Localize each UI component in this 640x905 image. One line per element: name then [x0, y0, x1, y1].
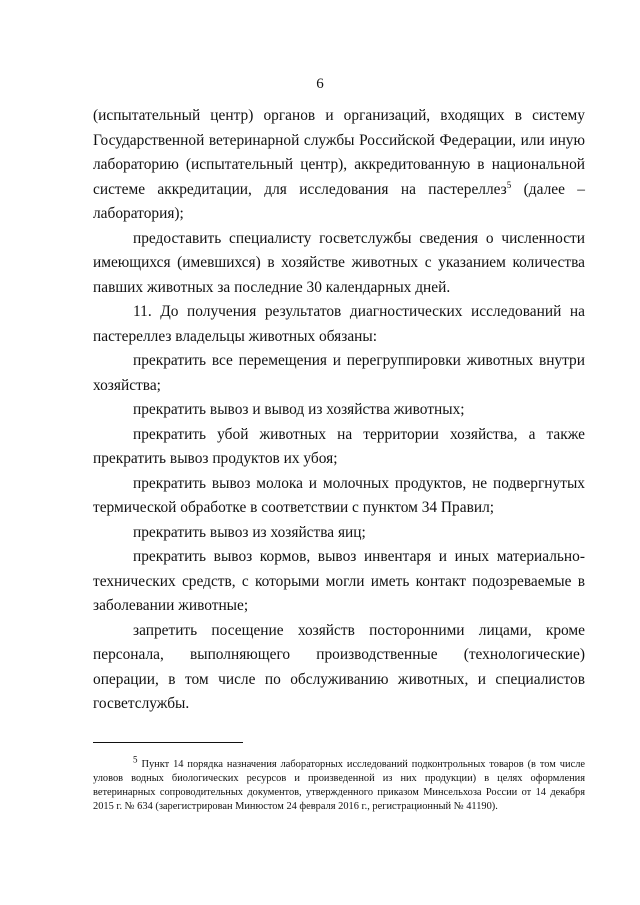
paragraph: прекратить вывоз и вывод из хозяйства животных;	[133, 401, 465, 418]
footnote-divider	[93, 742, 243, 743]
footnote-paragraph	[93, 754, 585, 814]
paragraph: прекратить все перемещения и перегруппировки животных внутри хозяйства;	[93, 352, 585, 394]
footnote-text: Пункт 14 порядка назначения лабораторных исследований подконтрольных товаров (в том числе уловов водных биологических ресурсов и произведенной из них продукции) в целях оформления ветеринарных сопроводительных документов, утвержденного приказом Минсельхоза России от 14 декабря 2015 г. № 634 (зарегистрирован Минюстом 24 февраля 2016 г., регистрационный № 41190).	[93, 759, 585, 812]
paragraph-text: (испытательный центр) органов и организаций, входящих в систему Государственной ветеринарной службы Российской Федерации, или иную лабораторию (испытательный центр), аккредитованную в национальной системе аккредитации, для исследования на пастереллез	[93, 107, 585, 198]
footnote-reference: 5	[506, 179, 512, 190]
paragraph-item-11: 11. До получения результатов диагностических исследований на пастереллез владельцы животных обязаны:	[93, 303, 585, 345]
footnote-mark: 5	[133, 754, 138, 765]
paragraph: прекратить вывоз из хозяйства яиц;	[133, 523, 366, 541]
footnote	[93, 754, 585, 814]
paragraph-text-tail: (далее – лаборатория);	[93, 180, 585, 222]
document-body	[93, 104, 585, 717]
paragraph: прекратить вывоз молока и молочных продуктов, не подвергнутых термической обработке в соответствии с пунктом 34 Правил;	[93, 474, 585, 516]
paragraph: прекратить вывоз кормов, вывоз инвентаря и иных материально-технических средств, с которыми могли иметь контакт подозреваемые в заболевании животные;	[93, 548, 585, 614]
paragraph	[93, 104, 585, 227]
paragraph: прекратить убой животных на территории хозяйства, а также прекратить вывоз продуктов их убоя;	[93, 425, 585, 467]
paragraph: запретить посещение хозяйств посторонними лицами, кроме персонала, выполняющего производственные (технологические) операции, в том числе по обслуживанию животных, и специалистов госветслужбы.	[93, 621, 585, 712]
page-number: 6	[316, 76, 324, 92]
paragraph: предоставить специалисту госветслужбы сведения о численности имеющихся (имевшихся) в хозяйстве животных с указанием количества павших животных за последние 30 календарных дней.	[93, 229, 585, 296]
